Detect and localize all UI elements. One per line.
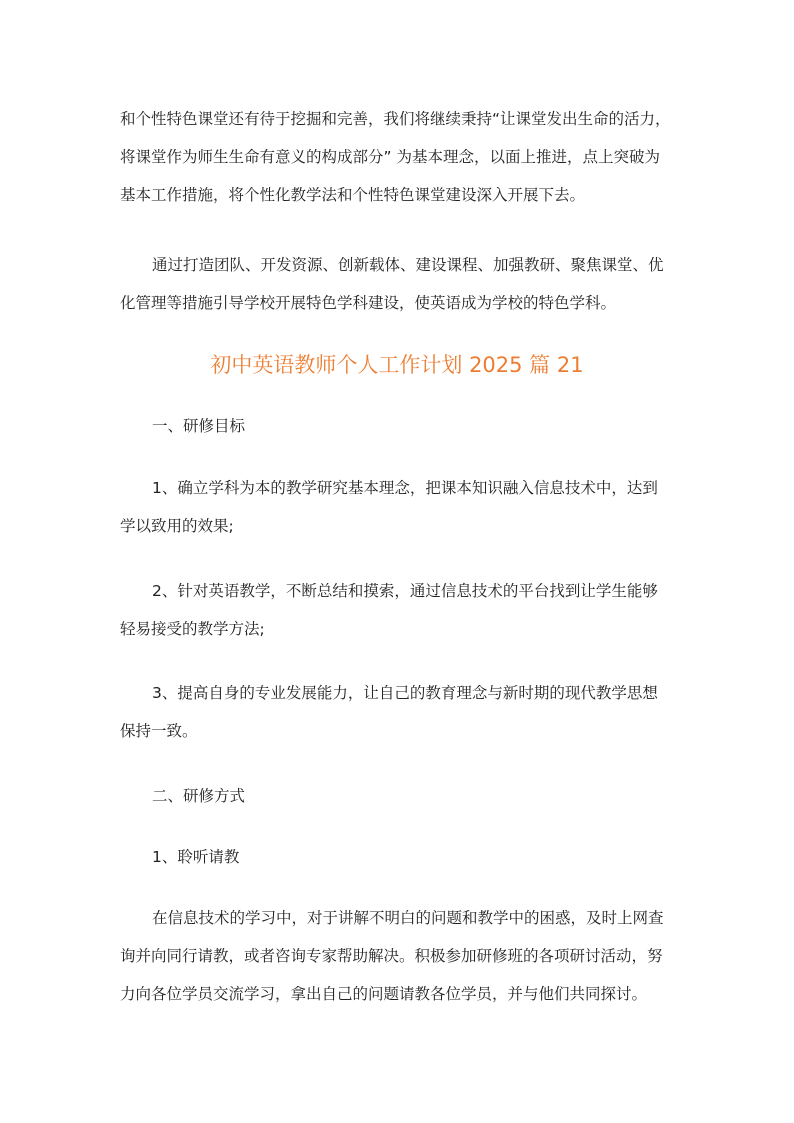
paragraph-measures <box>120 246 680 322</box>
text-line: 1、聆听请教 <box>152 848 240 866</box>
text-line: 1、确立学科为本的教学研究基本理念，把课本知识融入信息技术中，达到 <box>152 479 658 497</box>
paragraph-intro <box>120 100 680 214</box>
text-line: 基本工作措施，将个性化教学法和个性特色课堂建设深入开展下去。 <box>120 186 586 204</box>
text-line: 询并向同行请教，或者咨询专家帮助解决。积极参加研修班的各项研讨活动，努 <box>120 947 663 965</box>
text-line: 通过打造团队、开发资源、创新载体、建设课程、加强教研、聚焦课堂、优 <box>152 256 664 274</box>
heading-research-methods <box>120 777 680 815</box>
text-line: 保持一致。 <box>120 722 198 740</box>
paragraph-listen-consult <box>120 899 680 1013</box>
paragraph-goal-2 <box>120 572 680 648</box>
paragraph-goal-3 <box>120 674 680 750</box>
section-title: 初中英语教师个人工作计划 2025 篇 21 <box>210 353 584 377</box>
text-line: 将课堂作为师生生命有意义的构成部分” 为基本理念，以面上推进，点上突破为 <box>120 148 660 166</box>
text-line: 2、针对英语教学，不断总结和摸索，通过信息技术的平台找到让学生能够 <box>152 582 658 600</box>
paragraph-goal-1 <box>120 469 680 545</box>
text-line: 3、提高自身的专业发展能力，让自己的教育理念与新时期的现代教学思想 <box>152 684 658 702</box>
heading-listen-consult <box>120 838 680 876</box>
text-line: 二、研修方式 <box>152 787 246 805</box>
text-line: 在信息技术的学习中，对于讲解不明白的问题和教学中的困惑，及时上网查 <box>152 909 664 927</box>
text-line: 化管理等措施引导学校开展特色学科建设，使英语成为学校的特色学科。 <box>120 294 617 312</box>
text-line: 一、研修目标 <box>152 417 246 435</box>
heading-research-goals <box>120 407 680 445</box>
text-line: 和个性特色课堂还有待于挖掘和完善，我们将继续秉持“让课堂发出生命的活力， <box>120 110 671 128</box>
text-line: 学以致用的效果; <box>120 517 234 535</box>
text-line: 轻易接受的教学方法; <box>120 620 265 638</box>
text-line: 力向各位学员交流学习，拿出自己的问题请教各位学员，并与他们共同探讨。 <box>120 985 648 1003</box>
